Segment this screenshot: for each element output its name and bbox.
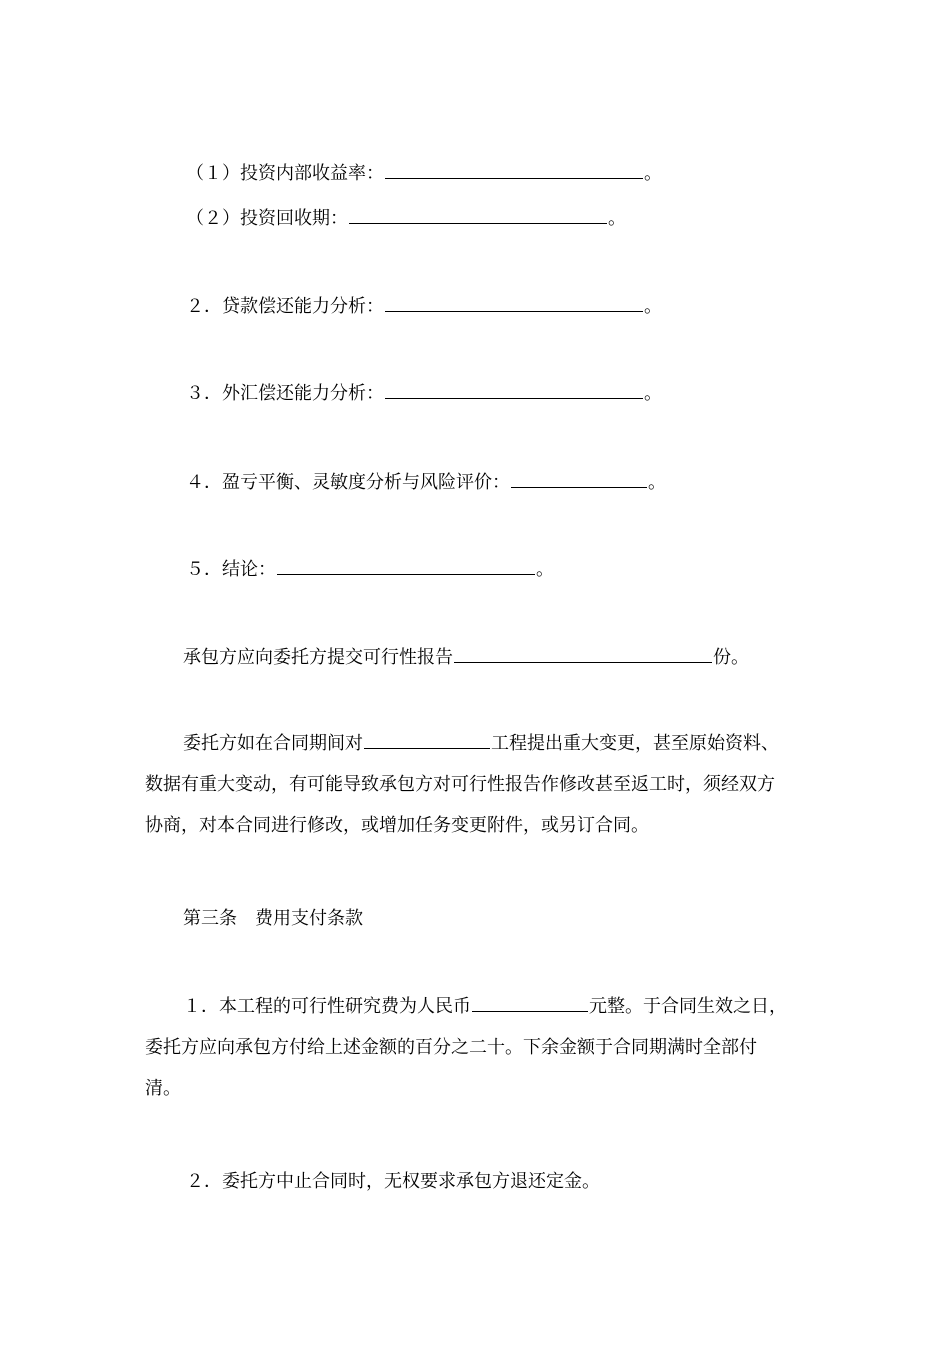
item-payback bbox=[186, 205, 626, 231]
item-irr-blank[interactable] bbox=[385, 160, 643, 179]
item-payback-end: 。 bbox=[608, 208, 626, 229]
fee-line2: 委托方应向承包方付给上述金额的百分之二十。下余金额于合同期满时全部付 bbox=[145, 1037, 757, 1058]
item-conclusion-blank[interactable] bbox=[277, 556, 535, 575]
item-forex-label: ３．外汇偿还能力分析： bbox=[186, 383, 384, 404]
change-line3: 协商，对本合同进行修改，或增加任务变更附件，或另订合同。 bbox=[145, 815, 649, 836]
report-copies-blank[interactable] bbox=[454, 644, 712, 663]
change-paragraph bbox=[145, 723, 810, 846]
article-3-title: 第三条 费用支付条款 bbox=[183, 908, 363, 929]
item-risk-label: ４．盈亏平衡、灵敏度分析与风险评价： bbox=[186, 472, 510, 493]
item-conclusion-end: 。 bbox=[536, 559, 554, 580]
item-irr bbox=[186, 160, 662, 186]
change-line2: 数据有重大变动，有可能导致承包方对可行性报告作修改甚至返工时，须经双方 bbox=[145, 774, 775, 795]
report-copies-end: 份。 bbox=[713, 647, 749, 668]
item-risk-end: 。 bbox=[648, 472, 666, 493]
change-project-blank[interactable] bbox=[364, 730, 490, 749]
item-irr-label: （１）投资内部收益率： bbox=[186, 163, 384, 184]
article-3-heading bbox=[183, 907, 363, 931]
item-loan-end: 。 bbox=[644, 296, 662, 317]
fee-amount-blank[interactable] bbox=[472, 993, 588, 1012]
item-loan-label: ２．贷款偿还能力分析： bbox=[186, 296, 384, 317]
item-forex-end: 。 bbox=[644, 383, 662, 404]
item-risk-blank[interactable] bbox=[511, 469, 647, 488]
fee-prefix: １．本工程的可行性研究费为人民币 bbox=[183, 996, 471, 1017]
item-risk bbox=[186, 469, 666, 495]
item-conclusion-label: ５．结论： bbox=[186, 559, 276, 580]
termination-text: ２．委托方中止合同时，无权要求承包方退还定金。 bbox=[186, 1171, 600, 1192]
fee-suffix: 元整。于合同生效之日， bbox=[589, 996, 787, 1017]
change-suffix: 工程提出重大变更，甚至原始资料、 bbox=[491, 733, 779, 754]
item-payback-blank[interactable] bbox=[349, 205, 607, 224]
fee-paragraph bbox=[145, 986, 810, 1109]
report-copies-label: 承包方应向委托方提交可行性报告 bbox=[183, 647, 453, 668]
item-irr-end: 。 bbox=[644, 163, 662, 184]
item-forex bbox=[186, 380, 662, 406]
item-loan bbox=[186, 293, 662, 319]
item-conclusion bbox=[186, 556, 554, 582]
change-prefix: 委托方如在合同期间对 bbox=[183, 733, 363, 754]
item-payback-label: （２）投资回收期： bbox=[186, 208, 348, 229]
fee-line3: 清。 bbox=[145, 1078, 181, 1099]
termination-clause bbox=[186, 1170, 600, 1194]
item-forex-blank[interactable] bbox=[385, 380, 643, 399]
report-copies bbox=[183, 644, 749, 670]
item-loan-blank[interactable] bbox=[385, 293, 643, 312]
